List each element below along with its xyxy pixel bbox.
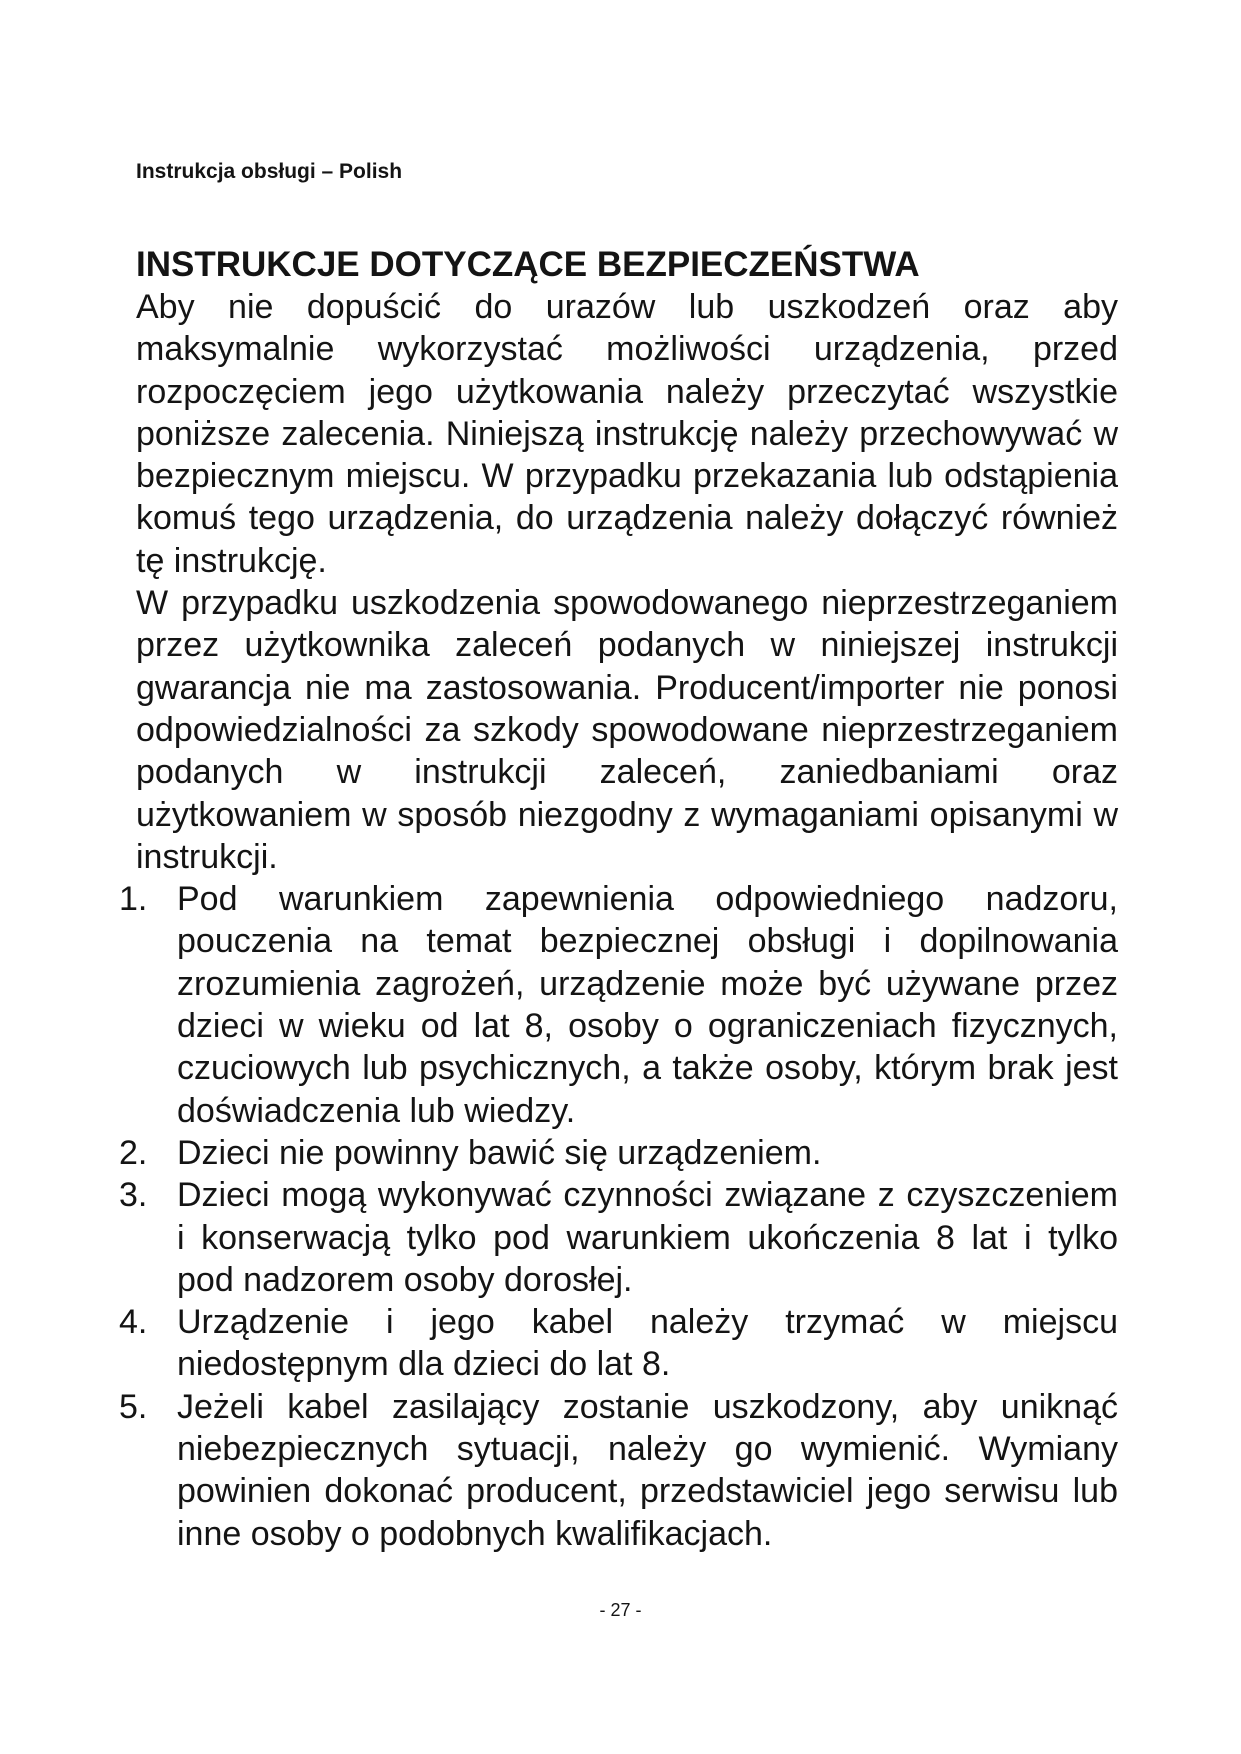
running-header: Instrukcja obsługi – Polish [136, 160, 403, 183]
list-item-number: 4. [119, 1303, 148, 1342]
list-item-number: 3. [119, 1176, 148, 1215]
list-item-text: Dzieci nie powinny bawić się urządzeniem. [177, 1133, 822, 1172]
list-item [119, 878, 1118, 1132]
safety-list [119, 878, 1118, 1555]
warranty-paragraph: W przypadku uszkodzenia spowodowanego nieprzestrzeganiem przez użytkownika zaleceń podanych w niniejszej instrukcji gwarancja nie ma zastosowania. Producent/importer nie ponosi odpowiedzialności za szkody spowodowane nieprzestrzeganiem podanych w instrukcji zaleceń, zaniedbaniami oraz użytkowaniem w sposób niezgodny z wymaganiami opisanymi w instrukcji. [136, 584, 1118, 876]
list-item [119, 1174, 1118, 1301]
list-item-number: 2. [119, 1133, 148, 1172]
intro-paragraph: Aby nie dopuścić do urazów lub uszkodzeń oraz aby maksymalnie wykorzystać możliwości urządzenia, przed rozpoczęciem jego użytkowania należy przeczytać wszystkie poniższe zalecenia. Niniejszą instrukcję należy przechowywać w bezpiecznym miejscu. W przypadku przekazania lub odstąpienia komuś tego urządzenia, do urządzenia należy dołączyć również tę instrukcję. [136, 288, 1118, 580]
list-item-number: 5. [119, 1387, 148, 1426]
list-item [119, 1301, 1118, 1386]
list-item-text: Dzieci mogą wykonywać czynności związane z czyszczeniem i konserwacją tylko pod warunkiem ukończenia 8 lat i tylko pod nadzorem osoby dorosłej. [177, 1176, 1118, 1299]
list-item-text: Jeżeli kabel zasilający zostanie uszkodzony, aby uniknąć niebezpiecznych sytuacji, należy go wymienić. Wymiany powinien dokonać producent, przedstawiciel jego serwisu lub inne osoby o podobnych kwalifikacjach. [177, 1387, 1118, 1553]
list-item-text: Pod warunkiem zapewnienia odpowiedniego nadzoru, pouczenia na temat bezpiecznej obsługi i dopilnowania zrozumienia zagrożeń, urządzenie może być używane przez dzieci w wieku od lat 8, osoby o ograniczeniach fizycznych, czuciowych lub psychicznych, a także osoby, którym brak jest doświadczenia lub wiedzy. [177, 880, 1118, 1130]
safety-section [119, 244, 1118, 1555]
list-item [119, 1386, 1118, 1555]
list-item-number: 1. [119, 880, 148, 919]
page-number: - 27 - [599, 1600, 642, 1620]
section-title: INSTRUKCJE DOTYCZĄCE BEZPIECZEŃSTWA [136, 245, 920, 284]
list-item [119, 1132, 1118, 1174]
list-item-text: Urządzenie i jego kabel należy trzymać w miejscu niedostępnym dla dzieci do lat 8. [177, 1303, 1118, 1384]
